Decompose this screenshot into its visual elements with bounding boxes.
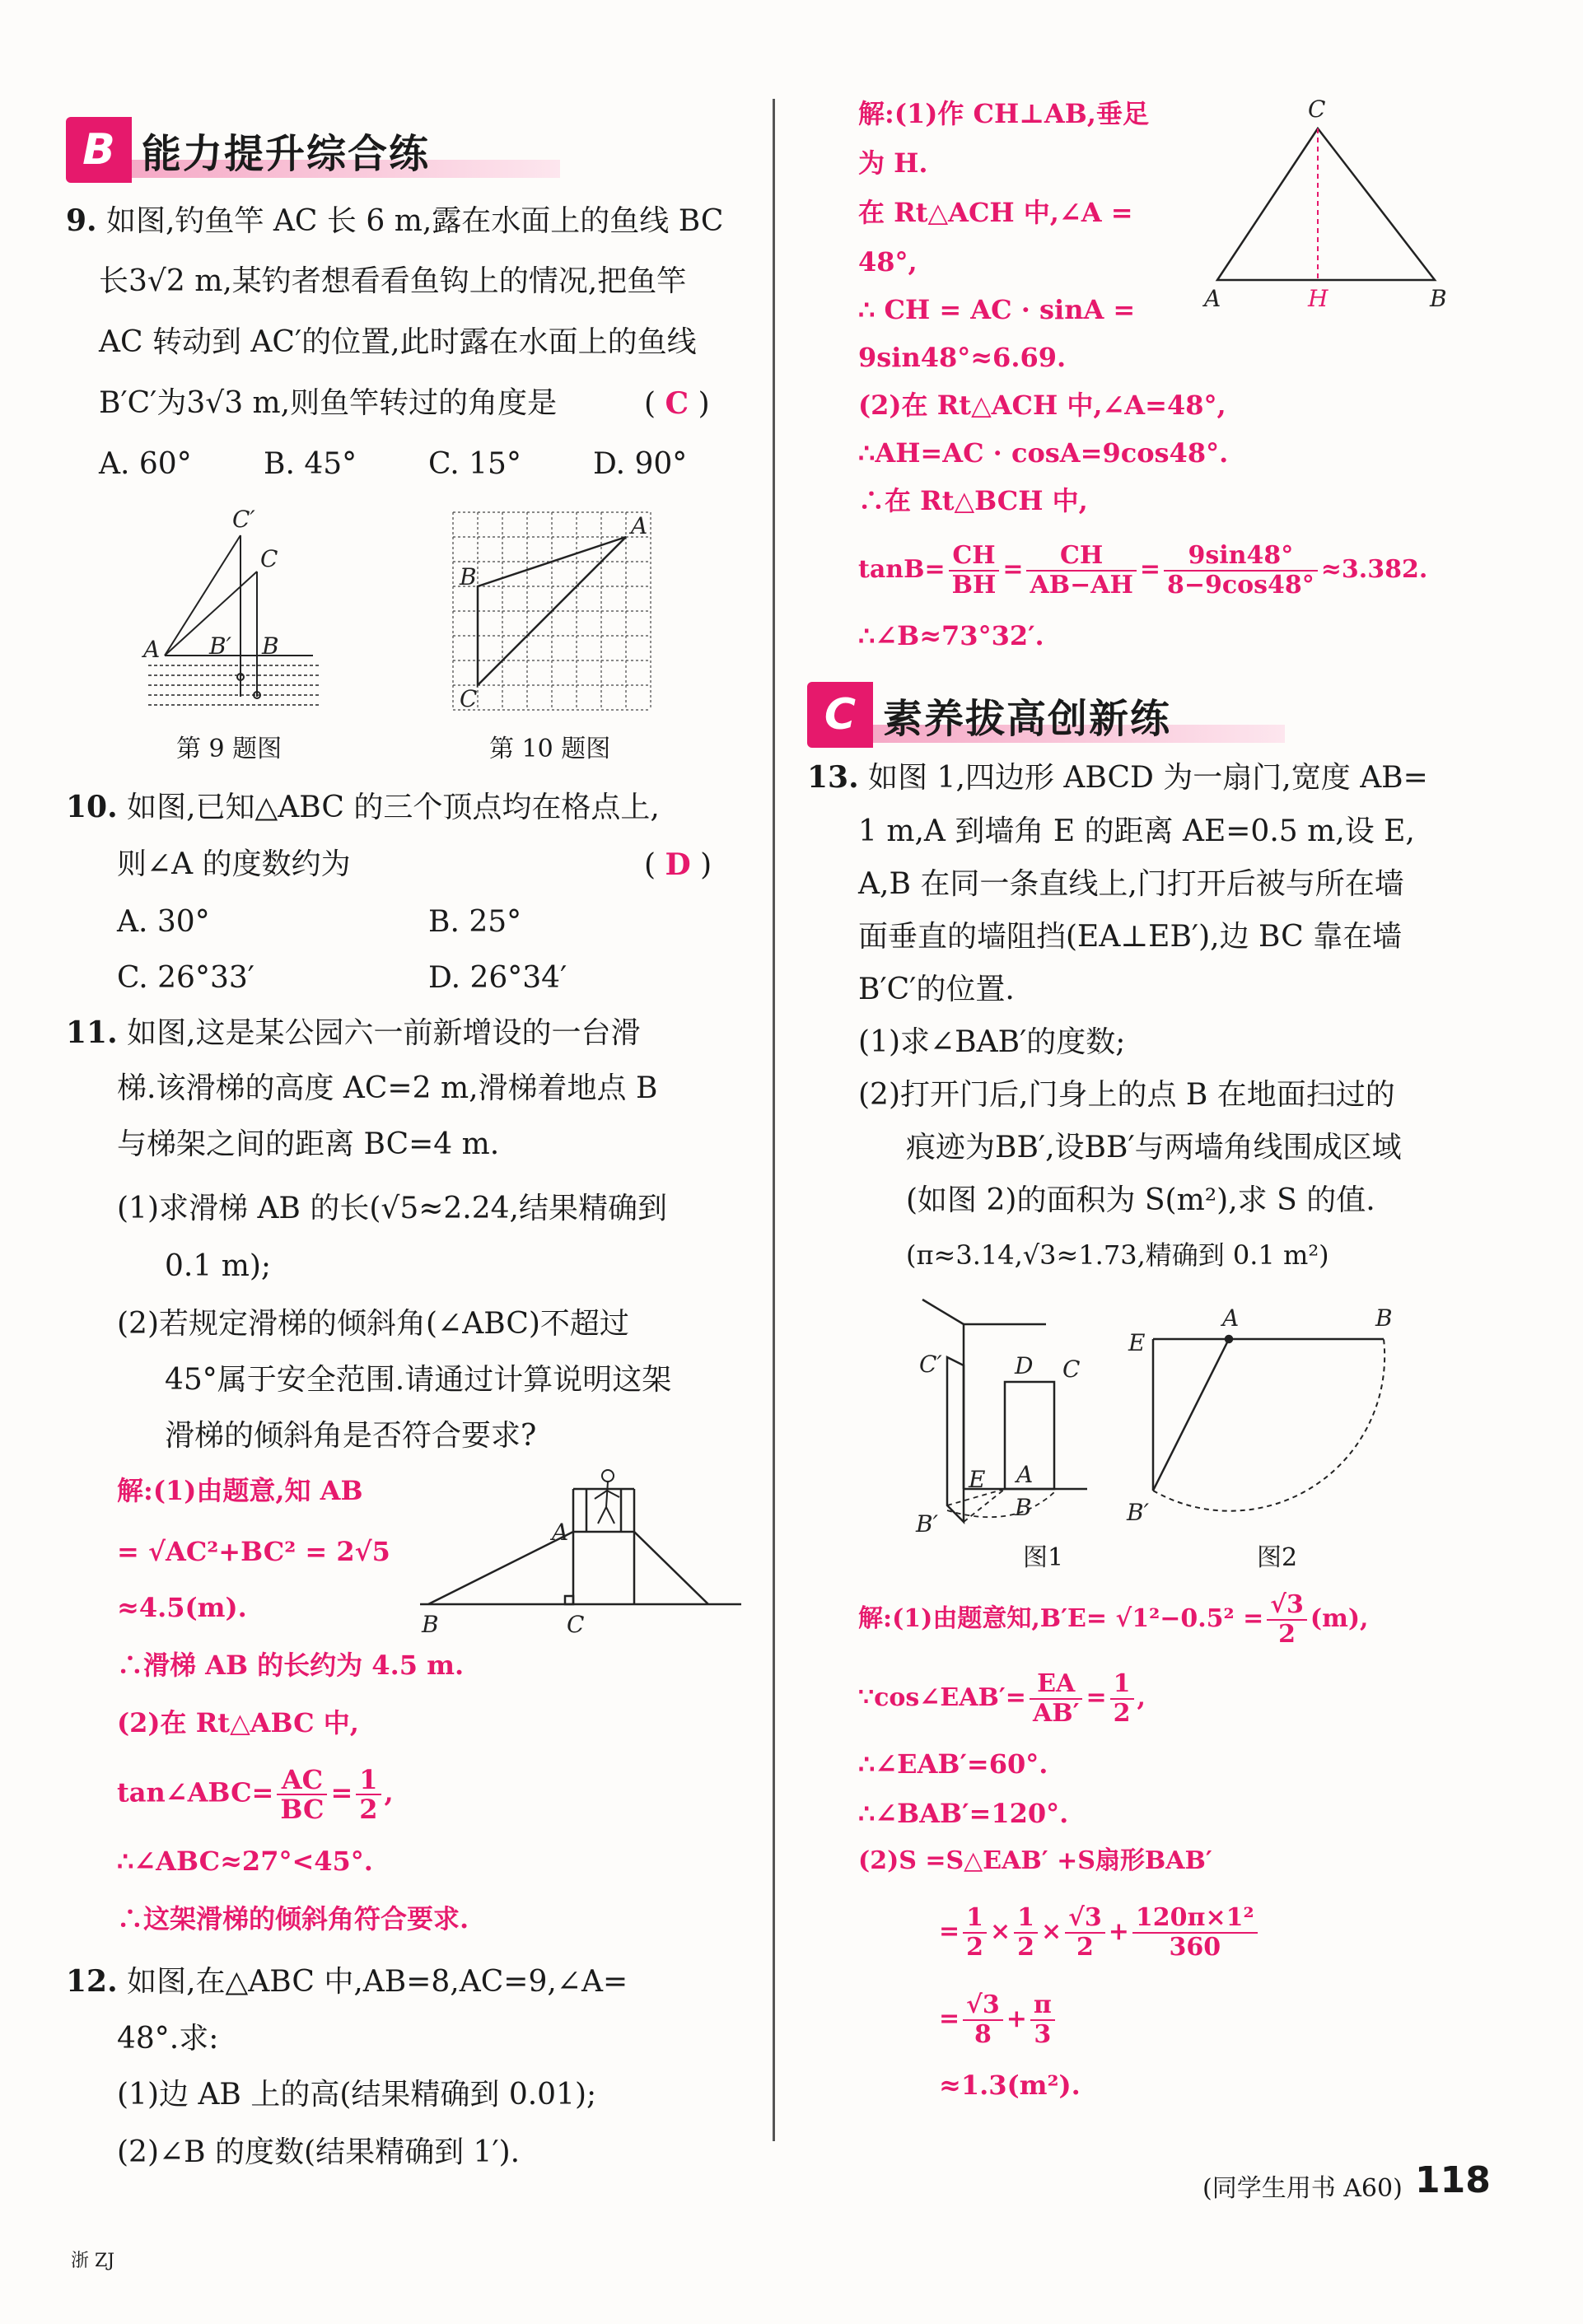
fig11-label-b: B — [422, 1611, 439, 1638]
q12-sol-11: ∴∠B≈73°32′. — [858, 620, 1044, 651]
fig9-label-c: C — [260, 545, 278, 572]
fig9-caption: 第 9 题图 — [176, 735, 283, 763]
q13-sol-2: ∵cos∠EAB′= $\frac{EA}{AB'}$ = $\frac{1}{2}$ , — [858, 1669, 1146, 1728]
frac-sqrt3-over-2: $\frac{√3}{2}$ — [1267, 1591, 1307, 1649]
frac-sin-cos: $\frac{9\sin 48^\circ}{8-9\cos 48^\circ}$ — [1164, 542, 1318, 600]
q9-answer-bracket: ( C ) — [644, 386, 710, 421]
q13-sol-7: = $\frac{√3}{8}$ + $\frac{\pi}{3}$ — [939, 1991, 1058, 2049]
q13-line-9: (如图 2)的面积为 S(m²),求 S 的值. — [906, 1183, 1375, 1217]
fig13-1-label-c-prime: C′ — [919, 1351, 942, 1378]
frac-half-b: $\frac{1}{2}$ — [1014, 1904, 1038, 1962]
figure-13-2 — [1120, 1301, 1400, 1532]
figure-13-1 — [914, 1291, 1120, 1555]
fig13-2-label-b-prime: B′ — [1127, 1499, 1149, 1526]
q12-sol-4: 48°, — [858, 246, 918, 278]
q12-sol-1: 解:(1)作 CH⊥AB,垂足 — [858, 98, 1149, 129]
frac-ch-ab-ah: $\frac{CH}{AB-AH}$ — [1026, 542, 1136, 600]
figure-10 — [445, 504, 659, 721]
q9-option-c: C. 15° — [428, 447, 521, 481]
q11-line-1: 11. 如图,这是某公园六一前新增设的一台滑 — [66, 1015, 641, 1050]
q10-number: 10. — [66, 790, 118, 824]
q9-line-1: 9. 如图,钓鱼竿 AC 长 6 m,露在水面上的鱼线 BC — [66, 203, 724, 238]
q13-sol-5: (2)S =S△EAB′ +S扇形BAB′ — [858, 1846, 1212, 1875]
page-number: 118 — [1415, 2159, 1491, 2201]
fig10-caption: 第 10 题图 — [489, 735, 611, 763]
q13-sol-1: 解:(1)由题意知,B′E= √1²−0.5² = $\frac{√3}{2}$ (m), — [858, 1590, 1369, 1649]
q11-sub1-line-2: 0.1 m); — [165, 1249, 272, 1283]
footer-region-label: 浙 ZJ — [71, 2251, 115, 2271]
fig13-1-label-e: E — [969, 1466, 986, 1493]
section-c-title: 素养拔高创新练 — [883, 696, 1172, 742]
fig12-label-b: B — [1430, 285, 1447, 312]
q13-sol-6: = $\frac{1}{2}$ × $\frac{1}{2}$ × $\frac{√3}{2}$ + $\frac{\text{120π×1²}}{360}$ — [939, 1904, 1261, 1962]
frac-pi-over-3: $\frac{\pi}{3}$ — [1030, 1991, 1055, 2049]
q13-number: 13. — [807, 760, 859, 795]
fig10-label-a: A — [631, 512, 648, 539]
fig13-2-label-e: E — [1128, 1329, 1146, 1356]
frac-one-half: $\frac{1}{2}$ — [356, 1766, 381, 1823]
frac-half-a: $\frac{1}{2}$ — [963, 1904, 987, 1962]
fig9-label-c-prime: C′ — [232, 506, 255, 533]
footer-book-ref: (同学生用书 A60) — [1202, 2174, 1403, 2203]
fig13-1-label-a: A — [1016, 1461, 1034, 1488]
q12-sol-2: 为 H. — [858, 147, 928, 179]
fig13-1-label-b: B — [1015, 1494, 1032, 1521]
section-b-badge: B — [66, 117, 132, 183]
q12-line-4: (2)∠B 的度数(结果精确到 1′). — [117, 2135, 521, 2169]
q9-option-d: D. 90° — [593, 447, 688, 481]
fig13-2-label-a: A — [1222, 1304, 1240, 1332]
figure-11 — [412, 1464, 749, 1645]
q9-answer: C — [665, 386, 689, 421]
q12-sol-5: ∴ CH = AC · sinA = — [858, 294, 1136, 325]
fig11-child-icon — [595, 1470, 619, 1524]
fig13-1-label-b-prime: B′ — [916, 1510, 938, 1538]
q11-sub1-line-1: (1)求滑梯 AB 的长(√5≈2.24,结果精确到 — [117, 1192, 667, 1225]
q12-sol-3: 在 Rt△ACH 中,∠A = — [858, 197, 1133, 228]
q11-line-2: 梯.该滑梯的高度 AC=2 m,滑梯着地点 B — [117, 1071, 658, 1105]
q13-sol-8: ≈1.3(m²). — [939, 2070, 1081, 2101]
q13-line-6: (1)求∠BAB′的度数; — [858, 1025, 1126, 1059]
q10-answer: D — [665, 847, 691, 882]
section-b-title: 能力提升综合练 — [142, 131, 431, 177]
q11-sol-6: tan∠ABC= $\frac{AC}{BC}$ = $\frac{1}{2}$ , — [117, 1764, 394, 1825]
q9-line-3: AC 转动到 AC′的位置,此时露在水面上的鱼线 — [99, 325, 697, 359]
q13-line-2: 1 m,A 到墙角 E 的距离 AE=0.5 m,设 E, — [858, 814, 1415, 848]
fig13-1-caption: 图1 — [1023, 1543, 1064, 1572]
fig12-triangle — [1217, 128, 1435, 280]
q10-option-b: B. 25° — [428, 905, 522, 939]
q13-line-5: B′C′的位置. — [858, 973, 1015, 1006]
frac-sqrt3-over-8: $\frac{√3}{8}$ — [963, 1991, 1003, 2049]
q13-line-8: 痕迹为BB′,设BB′与两墙角线围成区域 — [906, 1131, 1402, 1164]
q12-line-2: 48°.求: — [117, 2022, 219, 2056]
q12-sol-8: ∴AH=AC · cosA=9cos48°. — [858, 437, 1229, 469]
q12-line-3: (1)边 AB 上的高(结果精确到 0.01); — [117, 2078, 597, 2112]
frac-ch-bh: $\frac{CH}{BH}$ — [949, 542, 1000, 600]
q12-sol-9: ∴在 Rt△BCH 中, — [858, 485, 1088, 516]
q11-sol-3: ≈4.5(m). — [117, 1592, 247, 1623]
fig9-label-b: B — [262, 632, 279, 660]
section-c-badge: C — [807, 682, 873, 748]
q11-sol-8: ∴这架滑梯的倾斜角符合要求. — [117, 1903, 469, 1934]
fig11-label-a: A — [552, 1519, 569, 1546]
fig11-label-c: C — [567, 1611, 585, 1638]
q11-number: 11. — [66, 1015, 118, 1050]
q11-line-3: 与梯架之间的距离 BC=4 m. — [117, 1127, 500, 1161]
fig12-label-h: H — [1308, 285, 1329, 312]
frac-sqrt3-over-2-b: $\frac{√3}{2}$ — [1065, 1904, 1105, 1962]
q9-number: 9. — [66, 203, 97, 238]
frac-sector: $\frac{\text{120π×1²}}{360}$ — [1132, 1904, 1258, 1962]
fig13-2-arc-bb-prime — [1153, 1339, 1385, 1511]
figure-9 — [140, 504, 329, 710]
q12-sol-6: 9sin48°≈6.69. — [858, 342, 1067, 373]
q10-answer-bracket: ( D ) — [644, 847, 712, 882]
fig12-label-c: C — [1308, 97, 1326, 123]
q12-sol-7: (2)在 Rt△ACH 中,∠A=48°, — [858, 390, 1226, 421]
frac-ac-bc: $\frac{AC}{BC}$ — [277, 1766, 327, 1823]
q13-line-10: (π≈3.14,√3≈1.73,精确到 0.1 m²) — [906, 1239, 1329, 1271]
fig13-2-label-b: B — [1375, 1304, 1393, 1332]
q11-sol-7: ∴∠ABC≈27°<45°. — [117, 1846, 373, 1877]
q10-line-1: 10. 如图,已知△ABC 的三个顶点均在格点上, — [66, 790, 660, 824]
q11-sol-1: 解:(1)由题意,知 AB — [117, 1475, 363, 1506]
q13-sol-3: ∴∠EAB′=60°. — [858, 1748, 1048, 1780]
frac-ea-ab-prime: $\frac{EA}{AB'}$ — [1030, 1670, 1083, 1728]
q11-sol-4: ∴滑梯 AB 的长约为 4.5 m. — [117, 1650, 465, 1681]
q13-line-4: 面垂直的墙阻挡(EA⊥EB′),边 BC 靠在墙 — [858, 920, 1403, 954]
q13-line-1: 13. 如图 1,四边形 ABCD 为一扇门,宽度 AB= — [807, 760, 1428, 795]
q12-number: 12. — [66, 1964, 118, 1999]
q12-sol-10: tanB= $\frac{CH}{BH}$ = $\frac{CH}{AB-AH}$ = $\frac{9\sin 48^\circ}{8-9\cos 48^\circ}$ ≈3.382. — [858, 541, 1428, 600]
fig10-label-b: B — [460, 563, 477, 590]
q9-line-4: B′C′为3√3 m,则鱼竿转过的角度是 — [99, 386, 558, 420]
fig13-1-label-d: D — [1015, 1352, 1034, 1379]
fig12-label-a: A — [1204, 285, 1221, 312]
column-divider — [773, 99, 775, 2141]
figure-12 — [1202, 97, 1450, 320]
q9-option-a: A. 60° — [99, 447, 192, 481]
q13-line-3: A,B 在同一条直线上,门打开后被与所在墙 — [858, 867, 1404, 901]
fig13-2-caption: 图2 — [1257, 1543, 1298, 1572]
fig9-label-b-prime: B′ — [209, 632, 231, 660]
section-b-header — [66, 117, 494, 183]
frac-half-cos: $\frac{1}{2}$ — [1110, 1670, 1134, 1728]
fig10-label-c: C — [460, 685, 478, 712]
q12-line-1: 12. 如图,在△ABC 中,AB=8,AC=9,∠A= — [66, 1964, 628, 1999]
q10-option-c: C. 26°33′ — [117, 961, 254, 995]
fig13-2-segment-ab-prime — [1153, 1339, 1229, 1491]
section-c-header — [807, 682, 1219, 748]
q13-sol-4: ∴∠BAB′=120°. — [858, 1798, 1069, 1829]
fig13-1-label-c: C — [1062, 1356, 1081, 1383]
fig9-label-a: A — [143, 636, 161, 663]
q11-sol-2: = √AC²+BC² = 2√5 — [117, 1536, 390, 1567]
q13-line-7: (2)打开门后,门身上的点 B 在地面扫过的 — [858, 1078, 1395, 1112]
q10-line-2: 则∠A 的度数约为 — [117, 847, 351, 881]
q11-sub2-line-2: 45°属于安全范围.请通过计算说明这架 — [165, 1363, 672, 1397]
q9-line-2: 长3√2 m,某钓者想看看鱼钩上的情况,把鱼竿 — [99, 264, 687, 298]
q9-option-b: B. 45° — [264, 447, 357, 481]
q11-sub2-line-3: 滑梯的倾斜角是否符合要求? — [165, 1419, 537, 1453]
fig13-door-open — [947, 1357, 964, 1522]
q10-option-a: A. 30° — [117, 905, 210, 939]
q11-sol-5: (2)在 Rt△ABC 中, — [117, 1707, 359, 1738]
q10-option-d: D. 26°34′ — [428, 961, 567, 995]
q11-sub2-line-1: (2)若规定滑梯的倾斜角(∠ABC)不超过 — [117, 1307, 629, 1341]
